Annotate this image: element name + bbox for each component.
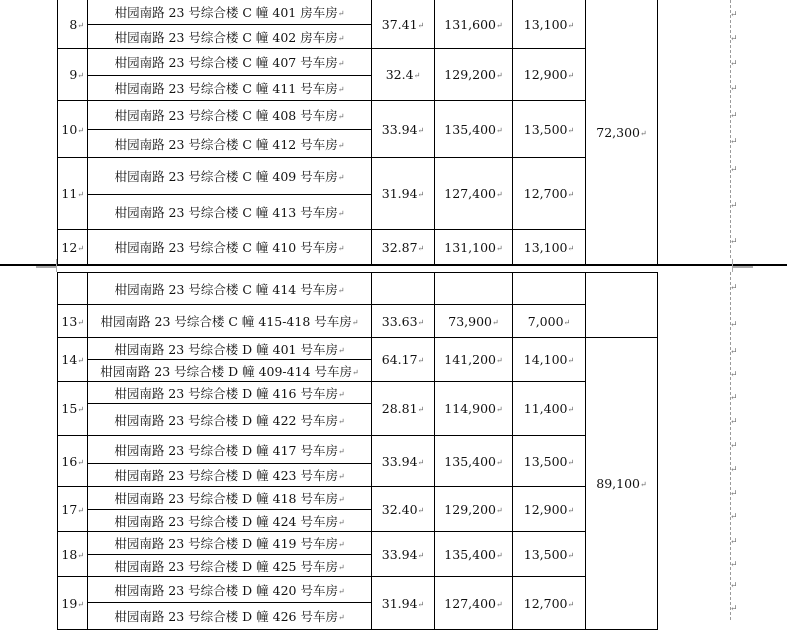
paragraph-mark: ↵ [337, 85, 345, 94]
paragraph-mark: ↵ [563, 317, 571, 327]
paragraph-mark: ↵ [77, 356, 84, 365]
paragraph-mark: ↵ [337, 586, 345, 596]
paragraph-mark: ↵ [337, 416, 345, 426]
paragraph-mark: ↵ [337, 613, 345, 622]
area-cell-text: 31.94 [381, 186, 418, 201]
row-number-text: 8 [69, 16, 78, 32]
paragraph-mark: ↵ [496, 550, 503, 560]
paragraph-mark: ↵ [337, 59, 345, 68]
address-cell [88, 464, 372, 487]
paragraph-mark: ↵ [567, 125, 575, 135]
paragraph-mark: ↵ [77, 125, 84, 135]
price-cell-text: 135,400 [444, 121, 496, 137]
price-cell [435, 158, 513, 230]
address-cell [88, 305, 372, 338]
deposit-cell-text: 13,500 [523, 453, 568, 469]
paragraph-mark: ↵ [730, 283, 738, 293]
row-number [58, 382, 88, 436]
address-cell-text: 柑园南路 23 号综合楼 D 幢 418 号车房 [114, 491, 338, 506]
paragraph-mark: ↵ [337, 562, 345, 572]
paragraph-mark: ↵ [730, 581, 738, 591]
paragraph-mark: ↵ [567, 405, 575, 414]
deposit-cell [513, 230, 586, 265]
deposit-cell-text: 12,900 [523, 67, 568, 82]
deposit-cell [513, 338, 586, 382]
address-cell-text: 柑园南路 23 号综合楼 D 幢 409-414 号车房 [100, 363, 352, 379]
area-cell [372, 0, 435, 49]
price-cell-text: 127,400 [444, 186, 496, 201]
address-cell-text: 柑园南路 23 号综合楼 C 幢 409 号车房 [114, 169, 338, 184]
row-number-text: 17 [61, 501, 78, 517]
row-number [58, 0, 88, 49]
address-cell [88, 338, 372, 360]
address-cell-text: 柑园南路 23 号综合楼 C 幢 408 号车房 [114, 108, 338, 123]
row-number-text: 16 [61, 453, 78, 469]
address-cell-text: 柑园南路 23 号综合楼 C 幢 413 号车房 [114, 205, 338, 220]
paragraph-mark: ↵ [337, 446, 345, 456]
paragraph-mark: ↵ [337, 244, 345, 253]
deposit-cell [513, 101, 586, 158]
price-cell-text: 127,400 [444, 595, 496, 611]
row-number [58, 230, 88, 265]
address-cell-text: 柑园南路 23 号综合楼 C 幢 411 号车房 [114, 81, 338, 96]
paragraph-mark: ↵ [496, 71, 503, 80]
price-cell-text: 73,900 [448, 313, 493, 329]
address-cell-text: 柑园南路 23 号综合楼 C 幢 414 号车房 [114, 281, 338, 297]
page-top [0, 0, 787, 262]
area-cell [372, 436, 435, 487]
row-number [58, 49, 88, 101]
paragraph-mark: ↵ [352, 367, 359, 377]
paragraph-mark: ↵ [337, 345, 345, 355]
row-number [58, 577, 88, 630]
address-cell [88, 273, 372, 305]
address-cell [88, 532, 372, 555]
paragraph-mark: ↵ [567, 356, 575, 365]
price-cell [435, 338, 513, 382]
area-cell [372, 49, 435, 101]
paragraph-mark: ↵ [640, 128, 647, 138]
table-row [58, 230, 658, 265]
paragraph-mark: ↵ [337, 517, 345, 527]
paragraph-mark: ↵ [337, 9, 345, 18]
table-row [58, 49, 658, 76]
paragraph-mark: ↵ [567, 505, 575, 515]
address-cell [88, 404, 372, 436]
paragraph-mark: ↵ [417, 125, 425, 135]
paragraph-mark: ↵ [496, 243, 503, 253]
paragraph-mark: ↵ [640, 480, 647, 489]
price-cell-text: 129,200 [444, 67, 496, 82]
area-cell-text: 32.40 [381, 501, 418, 517]
deposit-cell [513, 577, 586, 630]
paragraph-mark: ↵ [417, 356, 425, 365]
address-cell-text: 柑园南路 23 号综合楼 D 幢 423 号车房 [114, 468, 338, 483]
row-number-text: 9 [69, 67, 78, 82]
paragraph-mark: ↵ [730, 201, 738, 211]
paragraph-mark: ↵ [730, 537, 738, 547]
deposit-cell [513, 158, 586, 230]
address-cell [88, 436, 372, 464]
address-cell [88, 382, 372, 404]
paragraph-mark: ↵ [496, 356, 503, 365]
paragraph-mark: ↵ [567, 599, 575, 609]
paragraph-mark: ↵ [730, 84, 738, 94]
table-row [58, 0, 658, 25]
paragraph-mark: ↵ [492, 317, 499, 327]
paragraph-mark: ↵ [730, 560, 738, 570]
address-cell [88, 603, 372, 630]
paragraph-mark: ↵ [567, 71, 575, 80]
paragraph-mark: ↵ [730, 465, 738, 475]
paragraph-mark: ↵ [337, 112, 345, 121]
area-cell [372, 305, 435, 338]
area-cell-text: 32.4 [385, 67, 414, 82]
row-number [58, 305, 88, 338]
row-number [58, 158, 88, 230]
paragraph-mark: ↵ [730, 393, 738, 403]
table-row [58, 101, 658, 130]
table-row [58, 532, 658, 555]
row-number [58, 338, 88, 382]
row-number [58, 436, 88, 487]
address-cell [88, 76, 372, 101]
paragraph-mark: ↵ [730, 165, 738, 175]
paragraph-mark: ↵ [567, 457, 575, 467]
paragraph-mark: ↵ [730, 137, 738, 147]
paragraph-mark: ↵ [730, 489, 738, 499]
paragraph-mark: ↵ [496, 505, 503, 515]
area-cell-text: 33.94 [381, 546, 418, 562]
row-number-text: 13 [61, 313, 78, 329]
deposit-cell-text: 13,500 [523, 121, 568, 137]
paragraph-mark: ↵ [337, 33, 345, 43]
area-cell-text: 28.81 [381, 401, 418, 416]
area-cell [372, 338, 435, 382]
table-row [58, 487, 658, 510]
price-cell [435, 0, 513, 49]
table-row [58, 382, 658, 404]
subtotal-cell [586, 273, 658, 338]
paragraph-mark: ↵ [337, 472, 345, 481]
price-cell-text: 135,400 [444, 453, 496, 469]
address-cell [88, 49, 372, 76]
deposit-cell [513, 273, 586, 305]
deposit-cell-text: 14,100 [523, 352, 568, 367]
paragraph-mark: ↵ [337, 140, 345, 150]
price-cell [435, 305, 513, 338]
deposit-cell-text: 7,000 [527, 313, 564, 329]
deposit-cell [513, 305, 586, 338]
paragraph-mark: ↵ [567, 550, 575, 560]
paragraph-mark: ↵ [337, 173, 345, 182]
address-cell [88, 487, 372, 510]
area-cell-text: 32.87 [381, 239, 418, 255]
price-cell-text: 131,600 [444, 16, 496, 32]
paragraph-mark: ↵ [496, 190, 503, 199]
paragraph-mark: ↵ [496, 599, 503, 609]
lot-table-top [57, 0, 658, 265]
address-cell [88, 230, 372, 265]
deposit-cell [513, 487, 586, 532]
area-cell [372, 273, 435, 305]
paragraph-mark: ↵ [337, 389, 345, 399]
area-cell-text: 37.41 [381, 16, 418, 32]
deposit-cell-text: 12,700 [523, 186, 568, 201]
paragraph-mark: ↵ [417, 317, 425, 327]
paragraph-mark: ↵ [77, 457, 84, 467]
area-cell [372, 532, 435, 577]
deposit-cell-text: 13,500 [523, 546, 568, 562]
paragraph-mark: ↵ [567, 20, 575, 30]
area-cell-text: 64.17 [381, 352, 418, 367]
price-cell [435, 101, 513, 158]
price-cell [435, 273, 513, 305]
paragraph-mark: ↵ [413, 71, 421, 80]
row-number-text: 14 [61, 352, 78, 367]
paragraph-mark: ↵ [496, 125, 503, 135]
deposit-cell [513, 436, 586, 487]
paragraph-mark: ↵ [351, 318, 359, 327]
address-cell-text: 柑园南路 23 号综合楼 C 幢 415-418 号车房 [100, 314, 352, 329]
paragraph-mark: ↵ [77, 599, 84, 609]
paragraph-mark: ↵ [417, 505, 425, 515]
deposit-cell [513, 382, 586, 436]
price-cell-text: 135,400 [444, 546, 496, 562]
address-cell-text: 柑园南路 23 号综合楼 D 幢 422 号车房 [114, 412, 338, 428]
address-cell-text: 柑园南路 23 号综合楼 D 幢 425 号车房 [114, 558, 338, 574]
row-number [58, 101, 88, 158]
area-cell [372, 577, 435, 630]
paragraph-mark: ↵ [730, 441, 738, 451]
price-cell [435, 49, 513, 101]
address-cell-text: 柑园南路 23 号综合楼 C 幢 412 号车房 [114, 136, 338, 152]
paragraph-mark: ↵ [730, 604, 738, 614]
row-number [58, 487, 88, 532]
deposit-cell-text: 12,700 [523, 595, 568, 611]
address-cell [88, 510, 372, 532]
deposit-cell-text: 12,900 [523, 501, 568, 517]
paragraph-mark: ↵ [417, 457, 425, 467]
price-cell [435, 382, 513, 436]
address-cell-text: 柑园南路 23 号综合楼 C 幢 407 号车房 [114, 55, 338, 70]
paragraph-mark: ↵ [496, 405, 503, 414]
paragraph-mark: ↵ [417, 20, 425, 30]
address-cell-text: 柑园南路 23 号综合楼 D 幢 426 号车房 [114, 609, 338, 624]
price-cell [435, 487, 513, 532]
table-row [58, 577, 658, 603]
area-cell-text: 33.94 [381, 121, 418, 137]
lot-table-bottom [57, 272, 658, 630]
price-cell [435, 230, 513, 265]
paragraph-mark: ↵ [730, 320, 738, 330]
paragraph-mark: ↵ [730, 59, 738, 69]
paragraph-mark: ↵ [730, 34, 738, 44]
paragraph-mark: ↵ [730, 347, 738, 357]
price-cell-text: 129,200 [444, 501, 496, 517]
paragraph-mark: ↵ [730, 512, 738, 522]
address-cell-text: 柑园南路 23 号综合楼 D 幢 416 号车房 [114, 385, 338, 401]
row-number-text: 15 [61, 401, 78, 416]
paragraph-mark: ↵ [337, 209, 345, 218]
subtotal-cell [586, 338, 658, 630]
paragraph-mark: ↵ [77, 20, 84, 30]
paragraph-mark: ↵ [337, 495, 345, 504]
deposit-cell [513, 0, 586, 49]
paragraph-mark: ↵ [77, 71, 84, 80]
price-cell [435, 577, 513, 630]
row-number [58, 532, 88, 577]
paragraph-mark: ↵ [77, 190, 84, 199]
deposit-cell-text: 13,100 [523, 239, 568, 255]
address-cell-text: 柑园南路 23 号综合楼 D 幢 401 号车房 [114, 341, 338, 357]
paragraph-mark: ↵ [567, 190, 575, 199]
row-number [58, 273, 88, 305]
paragraph-mark: ↵ [730, 370, 738, 380]
row-number-text: 10 [61, 121, 78, 137]
area-cell [372, 158, 435, 230]
paragraph-mark: ↵ [417, 243, 425, 253]
paragraph-mark: ↵ [77, 243, 84, 253]
paragraph-mark: ↵ [567, 243, 575, 253]
area-cell [372, 101, 435, 158]
address-cell-text: 柑园南路 23 号综合楼 D 幢 424 号车房 [114, 513, 338, 529]
paragraph-mark: ↵ [417, 405, 425, 414]
address-cell [88, 158, 372, 195]
table-row [58, 338, 658, 360]
page-bottom [0, 272, 787, 624]
address-cell [88, 25, 372, 49]
price-cell-text: 131,100 [444, 239, 496, 255]
price-cell-text: 141,200 [444, 352, 496, 367]
paragraph-mark: ↵ [496, 20, 503, 30]
paragraph-mark: ↵ [77, 505, 84, 515]
price-cell-text: 114,900 [444, 401, 496, 416]
row-number-text: 19 [61, 595, 78, 611]
paragraph-mark: ↵ [730, 237, 738, 247]
subtotal-cell-text: 89,100 [596, 476, 641, 491]
deposit-cell-text: 13,100 [523, 16, 568, 32]
deposit-cell [513, 532, 586, 577]
address-cell [88, 0, 372, 25]
paragraph-mark: ↵ [337, 285, 345, 295]
address-cell [88, 101, 372, 130]
paragraph-mark: ↵ [417, 550, 425, 560]
row-number-text: 18 [61, 546, 78, 562]
paragraph-mark: ↵ [77, 317, 84, 327]
table-row [58, 273, 658, 305]
paragraph-mark: ↵ [417, 599, 425, 609]
address-cell [88, 130, 372, 158]
row-number-text: 12 [61, 239, 78, 255]
address-cell [88, 555, 372, 577]
table-row [58, 436, 658, 464]
area-cell [372, 487, 435, 532]
subtotal-cell-text: 72,300 [596, 124, 641, 140]
address-cell-text: 柑园南路 23 号综合楼 D 幢 419 号车房 [114, 536, 338, 551]
deposit-cell [513, 49, 586, 101]
deposit-cell-text: 11,400 [523, 401, 568, 416]
page-break-line [0, 264, 787, 266]
address-cell-text: 柑园南路 23 号综合楼 C 幢 402 房车房 [114, 29, 338, 45]
paragraph-mark: ↵ [77, 405, 84, 414]
paragraph-mark: ↵ [730, 111, 738, 121]
address-cell-text: 柑园南路 23 号综合楼 C 幢 410 号车房 [114, 240, 338, 255]
area-cell-text: 33.63 [381, 313, 418, 329]
area-cell-text: 33.94 [381, 453, 418, 469]
paragraph-mark: ↵ [77, 550, 84, 560]
paragraph-mark: ↵ [730, 417, 738, 427]
paragraph-mark: ↵ [496, 457, 503, 467]
address-cell [88, 577, 372, 603]
address-cell [88, 195, 372, 230]
table-row [58, 305, 658, 338]
row-number-text: 11 [61, 186, 78, 201]
address-cell-text: 柑园南路 23 号综合楼 D 幢 417 号车房 [114, 442, 338, 458]
paragraph-mark: ↵ [417, 190, 425, 199]
price-cell [435, 532, 513, 577]
table-row [58, 158, 658, 195]
subtotal-cell [586, 0, 658, 265]
paragraph-mark: ↵ [337, 540, 345, 549]
area-cell [372, 382, 435, 436]
area-cell-text: 31.94 [381, 595, 418, 611]
address-cell-text: 柑园南路 23 号综合楼 C 幢 401 房车房 [114, 5, 338, 20]
address-cell [88, 360, 372, 382]
area-cell [372, 230, 435, 265]
address-cell-text: 柑园南路 23 号综合楼 D 幢 420 号车房 [114, 582, 338, 598]
paragraph-mark: ↵ [730, 10, 738, 20]
price-cell [435, 436, 513, 487]
